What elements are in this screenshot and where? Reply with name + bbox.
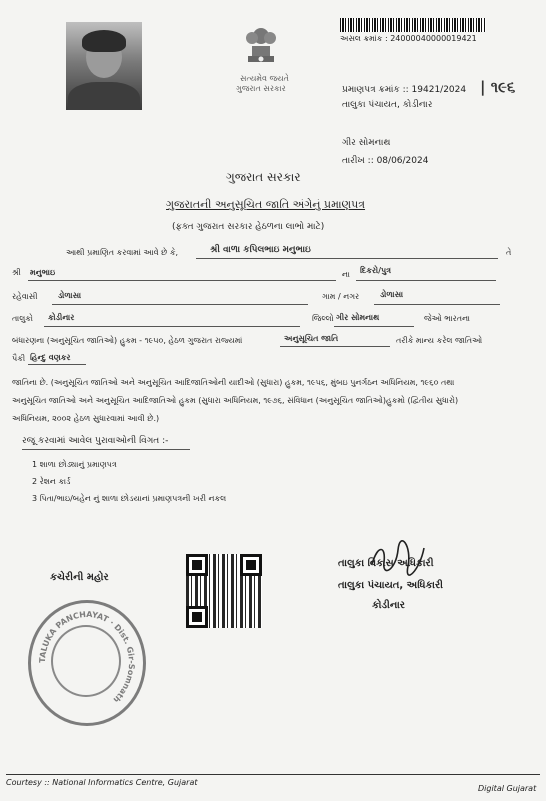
resident-value: ડોળાસા <box>58 291 82 300</box>
qr-code <box>186 554 262 628</box>
office-seal-label: કચેરીની મહોર <box>50 572 109 583</box>
shri-label: શ્રી <box>12 268 21 277</box>
serial-number: અસલ ક્રમાંક : 24000040000019421 <box>340 34 477 43</box>
evidence-item: 3 પિતા/ભાઇ/બહેન નું શાળા છોડયાનાં પ્રમાણપત્રની ખરી નકલ <box>32 494 227 503</box>
state-text: જેઓ ભારતના <box>424 314 471 323</box>
na-label: ના <box>342 270 350 279</box>
father-name: મનુભાઇ <box>30 268 56 277</box>
government-title: ગુજરાત સરકાર <box>226 170 301 184</box>
resident-label: રહેવાસી <box>12 292 38 301</box>
signatory-place: કોડીનાર <box>372 600 405 611</box>
category-value: અનુસૂચિત જાતિ <box>284 334 339 343</box>
footer-courtesy: Courtesy :: National Informatics Centre, Gujarat <box>6 778 198 787</box>
te-text: તે <box>506 248 512 257</box>
signatory-title: તાલુકા વિકાસ અધિકારી <box>338 558 434 569</box>
barcode <box>340 18 486 32</box>
evidence-item: 1 શાળા છોડ્યાનું પ્રમાણપત્ર <box>32 460 117 469</box>
certificate-number: પ્રમાણપત્ર ક્રમાંક :: 19421/2024 <box>342 85 467 95</box>
issuing-office: તાલુકા પંચાયત, કોડીનાર <box>342 100 433 110</box>
evidence-item: 2 રેશન કાર્ડ <box>32 477 71 486</box>
taluka-value: કોડીનાર <box>48 313 75 322</box>
village-value: ડોળાસા <box>380 290 404 299</box>
footer-divider <box>6 774 540 775</box>
signatory-office: તાલુકા પંચાયત, અધિકારી <box>338 580 444 591</box>
applicant-name: શ્રી વાળા કપિલભાઇ મનુભાઇ <box>210 245 311 255</box>
emblem-caption-2: ગુજરાત સરકાર <box>236 84 286 93</box>
footer-brand: Digital Gujarat <box>478 784 537 793</box>
caste-prefix: પૈકી <box>12 354 26 363</box>
certify-text: આથી પ્રમાણિત કરવામાં આવે છે કે, <box>66 248 179 257</box>
village-label: ગામ / નગર <box>322 292 360 301</box>
taluka-label: તાલુકો <box>12 314 33 323</box>
recognized-text: તરીકે માન્ય કરેલ જાતિઓ <box>396 336 483 345</box>
issuing-district: ગીર સોમનાથ <box>342 138 391 148</box>
caste-value: હિન્દુ વણકર <box>30 353 71 362</box>
relation-value: દિકરો/પુત્ર <box>360 266 392 275</box>
paragraph-line-1: જાતિના છે. (અનુસૂચિત જાતિઓ અને અનુસૂચિત આદિજાતિઓની યાદીઓ (સુધારા) હુકમ, ૧૯૫૬, મુંબઇ પુનર્ગઠન અધિનિયમ, ૧૯૬૦ તથા <box>12 378 455 387</box>
issue-date: તારીખ :: 08/06/2024 <box>342 156 429 166</box>
paragraph-line-2: અનુસૂચિત જાતિઓ અને અનુસૂચિત આદિજાતિઓ હુકમ (સુધારા અધિનિયમ, ૧૯૭૬, સંવિધાન (અનુસૂચિત જાતિઓ)હુકમો (દ્વિતીય સુધારો) <box>12 396 459 405</box>
evidence-heading: રજૂ કરવામાં આવેલ પુરાવાઓની વિગત :- <box>22 436 169 446</box>
emblem-caption-1: સત્યમેવ જયતે <box>240 74 289 83</box>
certificate-title: ગુજરાતની અનુસૂચિત જાતિ અંગેનું પ્રમાણપત્ર <box>166 198 366 211</box>
certificate-subtitle: (ફક્ત ગુજરાત સરકાર હેઠળના લાભો માટે) <box>172 222 325 232</box>
state-emblem-icon <box>236 18 286 70</box>
constitution-text: બંધારણના (અનુસૂચિત જાતિઓ) હુકમ - ૧૯૫૦, હેઠળ ગુજરાત રાજ્યમાં <box>12 336 243 345</box>
applicant-photo <box>66 22 142 110</box>
district-value: ગીર સોમનાથ <box>336 313 380 322</box>
paragraph-line-3: અધિનિયમ, ૨૦૦૨ હેઠળ સુધારવામાં આવી છે.) <box>12 414 160 423</box>
seal-text: TALUKA PANCHAYAT · Dist. Gir-Somnath <box>37 609 137 705</box>
district-label: જિલ્લો <box>312 314 334 323</box>
office-seal-stamp <box>28 600 146 726</box>
handwritten-number: | ૧૯૬ <box>480 78 516 96</box>
